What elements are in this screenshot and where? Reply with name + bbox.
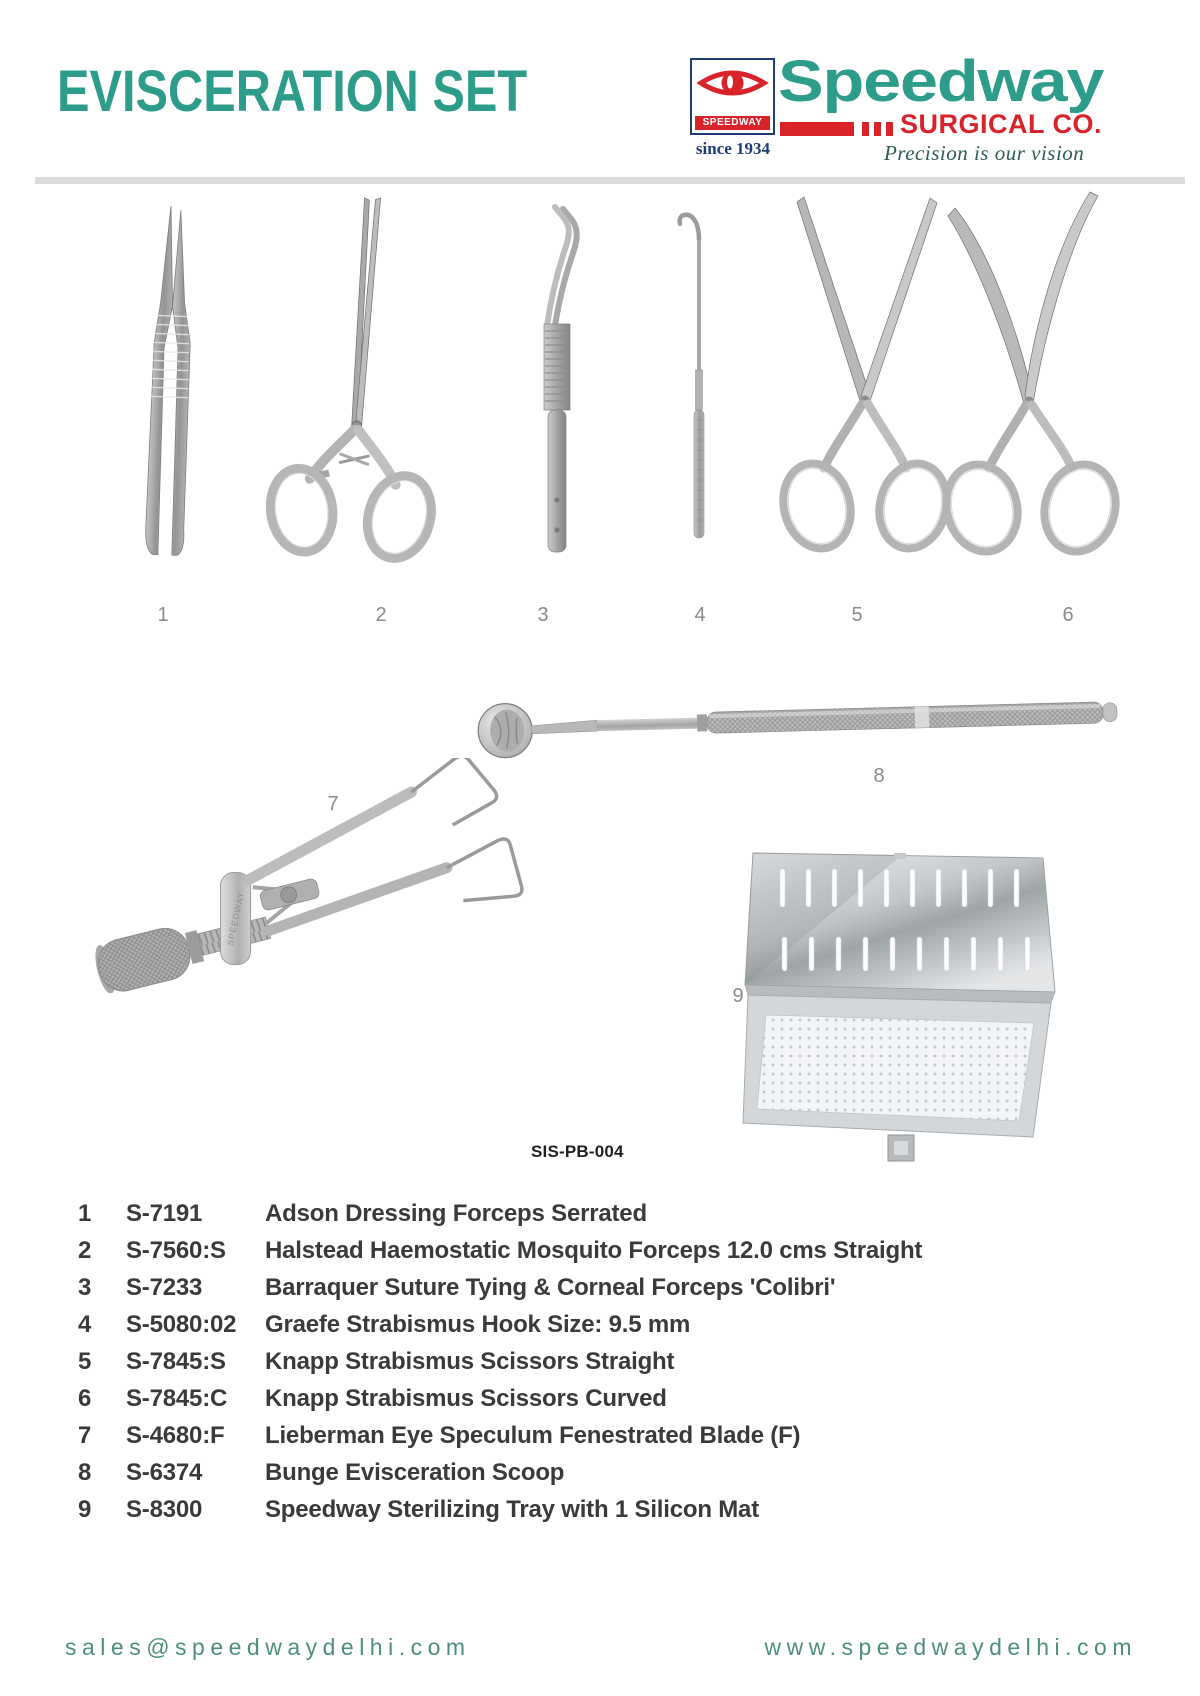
- brand-tick-marks: [862, 122, 893, 136]
- brand-red-bar: [780, 122, 854, 136]
- product-row: [78, 1233, 1148, 1270]
- figure-halstead-mosquito-forceps: [260, 192, 460, 570]
- footer-website-link[interactable]: www.speedwaydelhi.com: [764, 1634, 1137, 1660]
- product-number: 9: [78, 1495, 92, 1523]
- product-code: S-4680:F: [126, 1421, 225, 1449]
- figure-label-7: 7: [327, 793, 339, 815]
- product-code: S-7233: [126, 1274, 203, 1302]
- product-number: 1: [78, 1200, 92, 1228]
- product-description: Adson Dressing Forceps Serrated: [265, 1200, 647, 1228]
- product-description: Knapp Strabismus Scissors Straight: [265, 1348, 675, 1375]
- product-number: 5: [78, 1348, 92, 1375]
- footer-email-link[interactable]: sales@speedwaydelhi.com: [65, 1634, 471, 1660]
- page-title: EVISCERATION SET: [57, 59, 528, 124]
- product-description: Lieberman Eye Speculum Fenestrated Blade (F): [265, 1421, 801, 1449]
- product-code: S-7845:S: [126, 1348, 226, 1375]
- figure-graefe-strabismus-hook: [672, 198, 722, 548]
- figure-label-2: 2: [375, 604, 387, 626]
- figure-adson-dressing-forceps: [125, 198, 215, 566]
- figure-label-9: 9: [732, 985, 744, 1007]
- product-code: S-7845:C: [126, 1384, 228, 1412]
- figure-bunge-evisceration-scoop: [465, 665, 1120, 770]
- product-row: [78, 1380, 1148, 1417]
- speculum-engraving: SPEEDWAY: [224, 890, 247, 947]
- product-description: Halstead Haemostatic Mosquito Forceps 12.0 cms Straight: [265, 1237, 923, 1265]
- figure-lieberman-eye-speculum: [85, 758, 630, 993]
- product-row: [78, 1417, 1148, 1454]
- product-description: Speedway Sterilizing Tray with 1 Silicon Mat: [265, 1495, 759, 1523]
- product-row: [78, 1270, 1148, 1307]
- product-code: S-5080:02: [126, 1311, 237, 1339]
- set-code: SIS-PB-004: [531, 1142, 624, 1161]
- figure-label-4: 4: [694, 604, 706, 626]
- product-row: [78, 1196, 1148, 1233]
- figure-barraquer-colibri-forceps: [508, 198, 603, 566]
- product-number: 6: [78, 1384, 92, 1412]
- product-row: [78, 1491, 1148, 1528]
- product-description: Barraquer Suture Tying & Corneal Forceps 'Colibri': [265, 1274, 836, 1302]
- brand-since-text: since 1934: [695, 139, 771, 158]
- header-divider: [35, 177, 1185, 184]
- speedway-eye-icon: [696, 62, 769, 104]
- figure-sterilizing-tray: [742, 845, 1062, 1180]
- product-number: 8: [78, 1458, 92, 1486]
- product-list: [78, 1196, 1148, 1528]
- figure-label-5: 5: [851, 604, 863, 626]
- speedway-logo-box: [690, 58, 775, 135]
- speedway-logo-badge: SPEEDWAY: [695, 116, 770, 130]
- brand-subtitle: SURGICAL CO.: [900, 109, 1103, 139]
- product-code: S-8300: [126, 1495, 203, 1523]
- product-code: S-7560:S: [126, 1237, 226, 1265]
- figure-knapp-scissors-curved: [930, 190, 1135, 568]
- brand-name: Speedway: [778, 49, 1104, 114]
- product-number: 2: [78, 1237, 92, 1265]
- product-code: S-6374: [126, 1458, 203, 1486]
- product-row: [78, 1344, 1148, 1381]
- brand-tagline: Precision is our vision: [884, 141, 1085, 165]
- figure-label-6: 6: [1062, 604, 1074, 626]
- product-description: Knapp Strabismus Scissors Curved: [265, 1384, 667, 1412]
- figure-label-1: 1: [157, 604, 169, 626]
- product-description: Bunge Evisceration Scoop: [265, 1458, 565, 1486]
- product-description: Graefe Strabismus Hook Size: 9.5 mm: [265, 1311, 691, 1339]
- figure-label-3: 3: [537, 604, 549, 626]
- product-number: 4: [78, 1311, 92, 1339]
- product-row: [78, 1454, 1148, 1491]
- product-row: [78, 1307, 1148, 1344]
- product-code: S-7191: [126, 1200, 203, 1228]
- product-number: 7: [78, 1421, 92, 1449]
- figure-label-8: 8: [873, 765, 885, 787]
- product-number: 3: [78, 1274, 92, 1302]
